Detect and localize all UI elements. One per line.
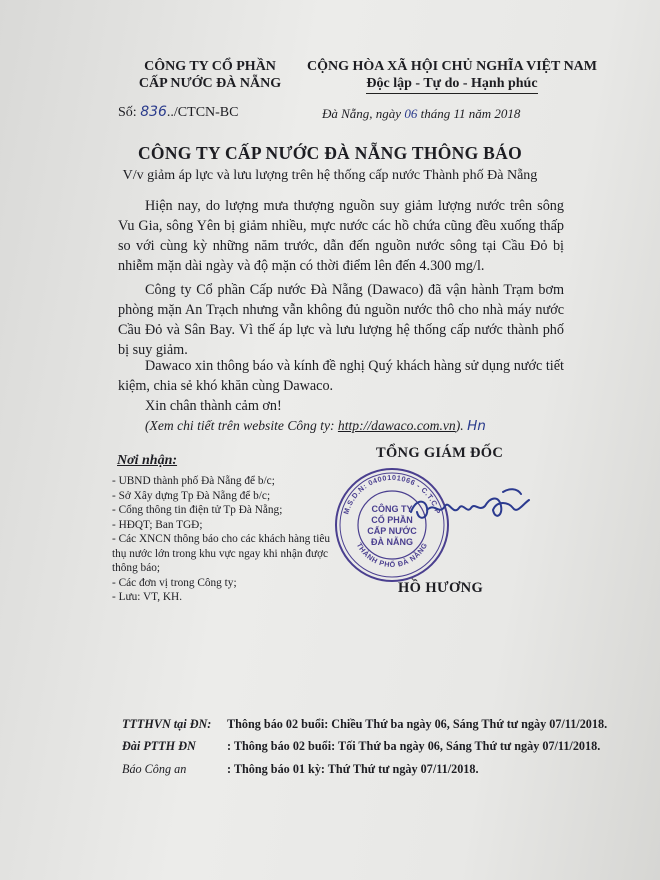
footnote-label: Báo Công an [122,762,187,776]
recipient-item: - Các đơn vị trong Công ty; [112,576,237,589]
seal-line-2: CỔ PHẦN [371,515,413,525]
body-paragraph-1 [118,196,564,276]
website-suffix: ). [455,418,464,433]
footnote-text: Thông báo 02 buổi: Chiều Thứ ba ngày 06, Sáng Thứ tư ngày 07/11/2018. [227,717,608,731]
nation-title: CỘNG HÒA XÃ HỘI CHỦ NGHĨA VIỆT NAM [306,59,597,74]
body-paragraph-3-text: Dawaco xin thông báo và kính đề nghị Quý khách hàng sử dụng nước tiết kiệm, chia sẻ khó khăn cùng Dawaco. [118,358,564,394]
seal-ring-top-text: M.S.D.N: 0400101066 - C.T.C.P [341,472,443,516]
doc-number-handwritten: 836 [140,104,167,120]
website-prefix: (Xem chi tiết trên website Công ty: [145,418,338,433]
date-day-handwritten: 06 [404,106,418,121]
issue-date [322,106,520,122]
issuer-line-1: CÔNG TY CỔ PHẦN [144,59,276,74]
document-number [118,104,239,121]
footnote-label: TTTHVN tại ĐN: [122,717,212,731]
recipient-item: - HĐQT; Ban TGĐ; [112,518,203,531]
issuer-header [120,58,300,92]
footnote-row [122,737,600,755]
document-subtitle: V/v giảm áp lực và lưu lượng trên hệ thống cấp nước Thành phố Đà Nẵng [122,168,538,183]
recipient-item: - Lưu: VT, KH. [112,591,183,603]
national-motto: Độc lập - Tự do - Hạnh phúc [366,75,537,94]
recipient-item: - Cổng thông tin điện tử Tp Đà Nẵng; [112,504,283,516]
seal-line-1: CÔNG TY [371,504,413,514]
national-header [302,58,602,94]
footnote-row [122,715,607,733]
signer-name: HỒ HƯƠNG [398,580,484,596]
handwritten-signature [405,482,545,534]
issuer-line-2: CẤP NƯỚC ĐÀ NẴNG [138,76,282,91]
date-prefix: Đà Nẵng, ngày [322,106,405,121]
doc-number-suffix: ../CTCN-BC [166,105,239,120]
website-note [145,418,486,434]
website-link[interactable]: http://dawaco.com.vn [337,418,456,433]
date-suffix: tháng 11 năm 2018 [417,106,521,121]
recipients-list [112,474,344,605]
thanks-line: Xin chân thành cảm ơn! [145,398,282,414]
recipients-title: Nơi nhận: [117,453,178,468]
seal-line-4: ĐÀ NẴNG [371,537,413,547]
footnote-row [122,760,479,778]
signer-role: TỔNG GIÁM ĐỐC [376,445,504,461]
body-paragraph-1-text: Hiện nay, do lượng mưa thượng nguồn suy giảm lượng nước trên sông Vu Gia, sông Yên bị giảm nhiều, mực nước các hồ chứa cũng đều xuống thấp so với cùng kỳ những năm trước, dẫn đến nguồn nước sông tại Cầu Đỏ bị nhiễm mặn dài ngày và độ mặn có thời điểm lên đến 4.300 mg/l. [118,198,564,274]
footnote-text: : Thông báo 02 buổi: Tối Thứ ba ngày 06, Sáng Thứ tư ngày 07/11/2018. [227,739,601,753]
seal-ring-bottom-text: THÀNH PHỐ ĐÀ NẴNG [354,540,430,570]
recipient-item: - UBND thành phố Đà Nẵng để b/c; [112,475,275,487]
handwritten-initials: Hn [467,418,486,434]
footnote-text: : Thông báo 01 kỳ: Thứ Thứ tư ngày 07/11/2018. [227,762,479,776]
seal-line-3: CẤP NƯỚC [367,526,417,536]
body-paragraph-2 [118,280,564,360]
footnote-label: Đài PTTH ĐN [122,739,196,753]
body-paragraph-3 [118,356,564,396]
body-paragraph-2-text: Công ty Cổ phần Cấp nước Đà Nẵng (Dawaco) đã vận hành Trạm bơm phòng mặn An Trạch nhưng vẫn không đủ nguồn nước thô cho nhà máy nước Cầu Đỏ và Sân Bay. Vì thế áp lực và lưu lượng hệ thống cấp nước thành phố bị suy giảm. [118,282,564,358]
recipient-item: - Các XNCN thông báo cho các khách hàng tiêu thụ nước lớn trong khu vực ngay khi nhận được thông báo; [112,533,331,574]
recipient-item: - Sở Xây dựng Tp Đà Nẵng để b/c; [112,489,271,502]
document-title: CÔNG TY CẤP NƯỚC ĐÀ NẴNG THÔNG BÁO [137,143,523,163]
doc-number-prefix: Số: [118,105,141,120]
